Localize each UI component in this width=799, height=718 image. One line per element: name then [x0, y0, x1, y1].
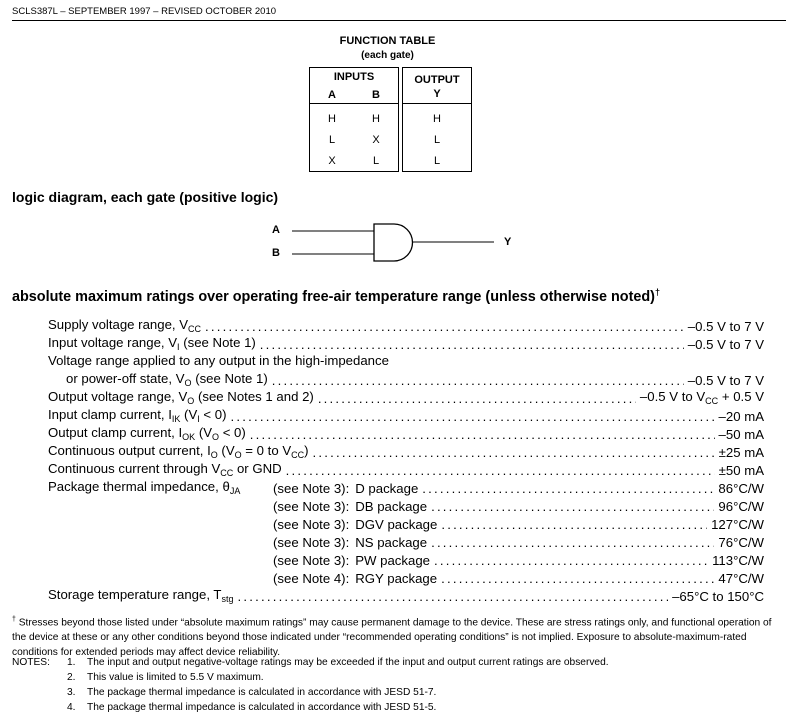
rating-value: 47°C/W: [718, 571, 764, 586]
note-number: 4.: [67, 702, 76, 713]
cell-b: X: [372, 133, 380, 146]
thermal-row: (see Note 3): DB package ..... 96°C/W: [273, 496, 764, 514]
rating-value: 86°C/W: [718, 481, 764, 496]
cell-y: L: [433, 133, 441, 146]
rating-value: 127°C/W: [711, 517, 764, 532]
rating-input-voltage: Input voltage range, $V_I$ (see Note 1) ..... –0.5 V to 7 V: [48, 334, 764, 352]
ratings-title-text: absolute maximum ratings over operating free-air temperature range (unless otherwise noted): [12, 288, 655, 305]
logic-diagram: [268, 222, 528, 272]
input-a-label: A: [272, 224, 280, 236]
function-table-title: FUNCTION TABLE: [339, 35, 436, 47]
function-table: [309, 67, 472, 172]
document-header: SCLS387L – SEPTEMBER 1997 – REVISED OCTOBER 2010: [12, 6, 277, 17]
rating-value: 96°C/W: [718, 499, 764, 514]
note-number: 1.: [67, 657, 76, 668]
rating-hiz-line1: Voltage range applied to any output in the high-impedance: [48, 353, 389, 368]
input-b-label: B: [272, 247, 280, 259]
rating-value: –20 mA: [718, 409, 764, 424]
logic-diagram-title: logic diagram, each gate (positive logic): [12, 189, 279, 205]
and-gate-diagram: [268, 222, 528, 272]
and-gate-icon: [374, 224, 412, 261]
rating-thermal-label: Package thermal impedance, $\theta_{JA}$: [48, 479, 241, 496]
output-label: OUTPUT: [414, 74, 460, 86]
inputs-body: [310, 104, 399, 172]
cell-b: L: [372, 154, 380, 167]
rating-value: –65°C to 150°C: [672, 589, 764, 604]
rating-value: ±25 mA: [718, 445, 764, 460]
header-divider: [12, 20, 786, 21]
thermal-row: (see Note 3): NS package ..... 76°C/W: [273, 532, 764, 550]
rating-output-clamp: Output clamp current, $I_{OK}$ $(V_O < 0)$ ..... –50 mA: [48, 424, 764, 442]
thermal-row: (see Note 4): RGY package ..... 47°C/W: [273, 568, 764, 586]
rating-value: –50 mA: [718, 427, 764, 442]
dagger-mark: †: [654, 287, 660, 297]
cell-b: H: [372, 112, 380, 125]
output-header: [403, 68, 472, 104]
rating-value: –0.5 V to 7 V: [687, 373, 764, 388]
col-b-header: B: [354, 86, 399, 104]
cell-y: L: [433, 154, 441, 167]
rating-output-voltage: Output voltage range, $V_O$ (see Notes 1 and 2) ..... –0.5 V to $V_{CC} + 0.5$ V: [48, 388, 764, 406]
table-row: [310, 104, 398, 129]
rating-value: –0.5 V to 7 V: [687, 337, 764, 352]
inputs-header: INPUTS: [310, 68, 399, 87]
output-y-label: Y: [504, 236, 512, 248]
note-text: This value is limited to 5.5 V maximum.: [87, 672, 264, 683]
rating-supply-voltage: Supply voltage range, $V_{CC}$ ..... –0.5 V to 7 V: [48, 316, 764, 334]
note-number: 3.: [67, 687, 76, 698]
rating-hiz-voltage: or power-off state, $V_O$ (see Note 1) ..... –0.5 V to 7 V: [66, 370, 764, 388]
thermal-row: (see Note 3): DGV package ..... 127°C/W: [273, 514, 764, 532]
table-row: [310, 150, 398, 171]
note-text: The package thermal impedance is calculated in accordance with JESD 51-7.: [87, 687, 437, 698]
cell-a: X: [328, 154, 336, 167]
rating-storage-temperature: Storage temperature range, $T_{stg}$ ..... –65°C to 150°C: [48, 586, 764, 604]
cell-y: H: [433, 112, 441, 125]
col-y-header: Y: [433, 88, 441, 100]
cell-a: L: [328, 133, 336, 146]
rating-continuous-current: Continuous current through $V_{CC}$ or GND ..... ±50 mA: [48, 460, 764, 478]
notes-label: NOTES:: [12, 657, 50, 668]
note-number: 2.: [67, 672, 76, 683]
output-body: [403, 104, 472, 172]
rating-value: 76°C/W: [718, 535, 764, 550]
rating-input-clamp: Input clamp current, $I_{IK}$ $(V_I < 0)$ ..... –20 mA: [48, 406, 764, 424]
footnote: [12, 612, 782, 660]
footnote-text: Stresses beyond those listed under “absolute maximum ratings” may cause permanent damage to the device. These are stress ratings only, and functional operation of the device at these or any other conditions beyond those indicated under “recommended operating conditions” is not implied. Exposure to absolute-maximum-rated conditions for extended periods may affect device reliability.: [12, 617, 772, 659]
thermal-row: (see Note 3): D package ..... 86°C/W: [273, 478, 764, 496]
thermal-row: (see Note 3): PW package ..... 113°C/W: [273, 550, 764, 568]
rating-value: –0.5 V to $V_{CC} + 0.5$ V: [639, 389, 764, 406]
rating-continuous-output: Continuous output current, $I_O$ ($V_O = 0$ to $V_{CC}$) ..... ±25 mA: [48, 442, 764, 460]
note-text: The package thermal impedance is calculated in accordance with JESD 51-5.: [87, 702, 437, 713]
table-row: [310, 129, 398, 150]
ratings-title: [12, 287, 660, 305]
note-text: The input and output negative-voltage ratings may be exceeded if the input and output current ratings are observed.: [87, 657, 609, 668]
rating-value: ±50 mA: [718, 463, 764, 478]
footnote-mark: †: [12, 616, 16, 623]
function-table-subtitle: (each gate): [361, 50, 414, 61]
rating-value: 113°C/W: [712, 553, 764, 568]
col-a-header: A: [310, 86, 355, 104]
cell-a: H: [328, 112, 336, 125]
rating-value: –0.5 V to 7 V: [687, 319, 764, 334]
